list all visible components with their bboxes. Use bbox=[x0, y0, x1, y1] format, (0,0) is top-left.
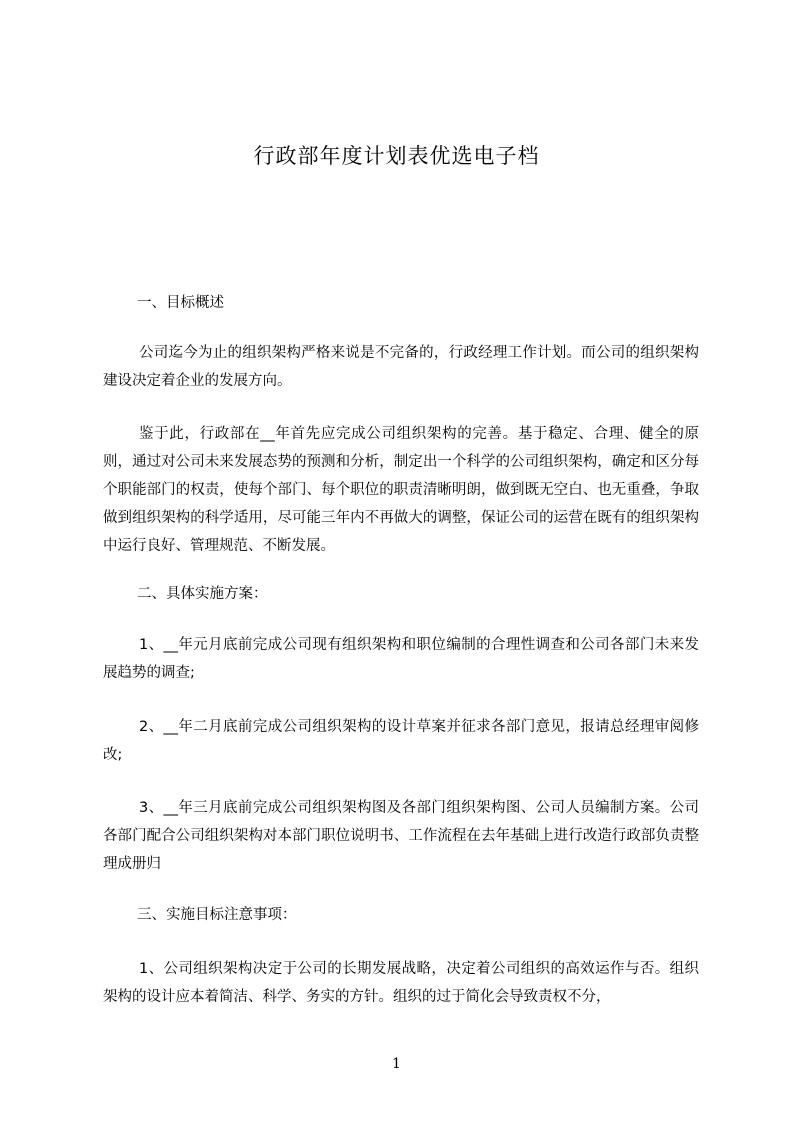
page-number: 1 bbox=[392, 1056, 401, 1072]
paragraph: 2、__年二月底前完成公司组织架构的设计草案并征求各部门意见，报请总经理审阅修改; bbox=[103, 719, 699, 763]
section-heading-implementation: 二、具体实施方案： bbox=[137, 586, 268, 602]
paragraph: 1、__年元月底前完成公司现有组织架构和职位编制的合理性调查和公司各部门未来发展趋势的调查; bbox=[103, 637, 699, 681]
section-heading-overview: 一、目标概述 bbox=[137, 295, 224, 311]
section-heading-notes: 三、实施目标注意事项： bbox=[137, 907, 297, 923]
paragraph: 1、公司组织架构决定于公司的长期发展战略，决定着公司组织的高效运作与否。组织架构的设计应本着简洁、科学、务实的方针。组织的过于简化会导致责权不分， bbox=[103, 961, 699, 1005]
paragraph: 公司迄今为止的组织架构严格来说是不完备的，行政经理工作计划。而公司的组织架构建设决定着企业的发展方向。 bbox=[103, 345, 699, 389]
paragraph: 鉴于此，行政部在__年首先应完成公司组织架构的完善。基于稳定、合理、健全的原则，通过对公司未来发展态势的预测和分析，制定出一个科学的公司组织架构，确定和区分每个职能部门的权责，使每个部门、每个职位的职责清晰明朗，做到既无空白、也无重叠，争取做到组织架构的科学适用，尽可能三年内不再做大的调整，保证公司的运营在既有的组织架构中运行良好、管理规范、不断发展。 bbox=[103, 426, 699, 554]
document-title: 行政部年度计划表优选电子档 bbox=[253, 144, 540, 168]
paragraph: 3、__年三月底前完成公司组织架构图及各部门组织架构图、公司人员编制方案。公司各部门配合公司组织架构对本部门职位说明书、工作流程在去年基础上进行改造行政部负责整理成册归 bbox=[103, 800, 699, 872]
